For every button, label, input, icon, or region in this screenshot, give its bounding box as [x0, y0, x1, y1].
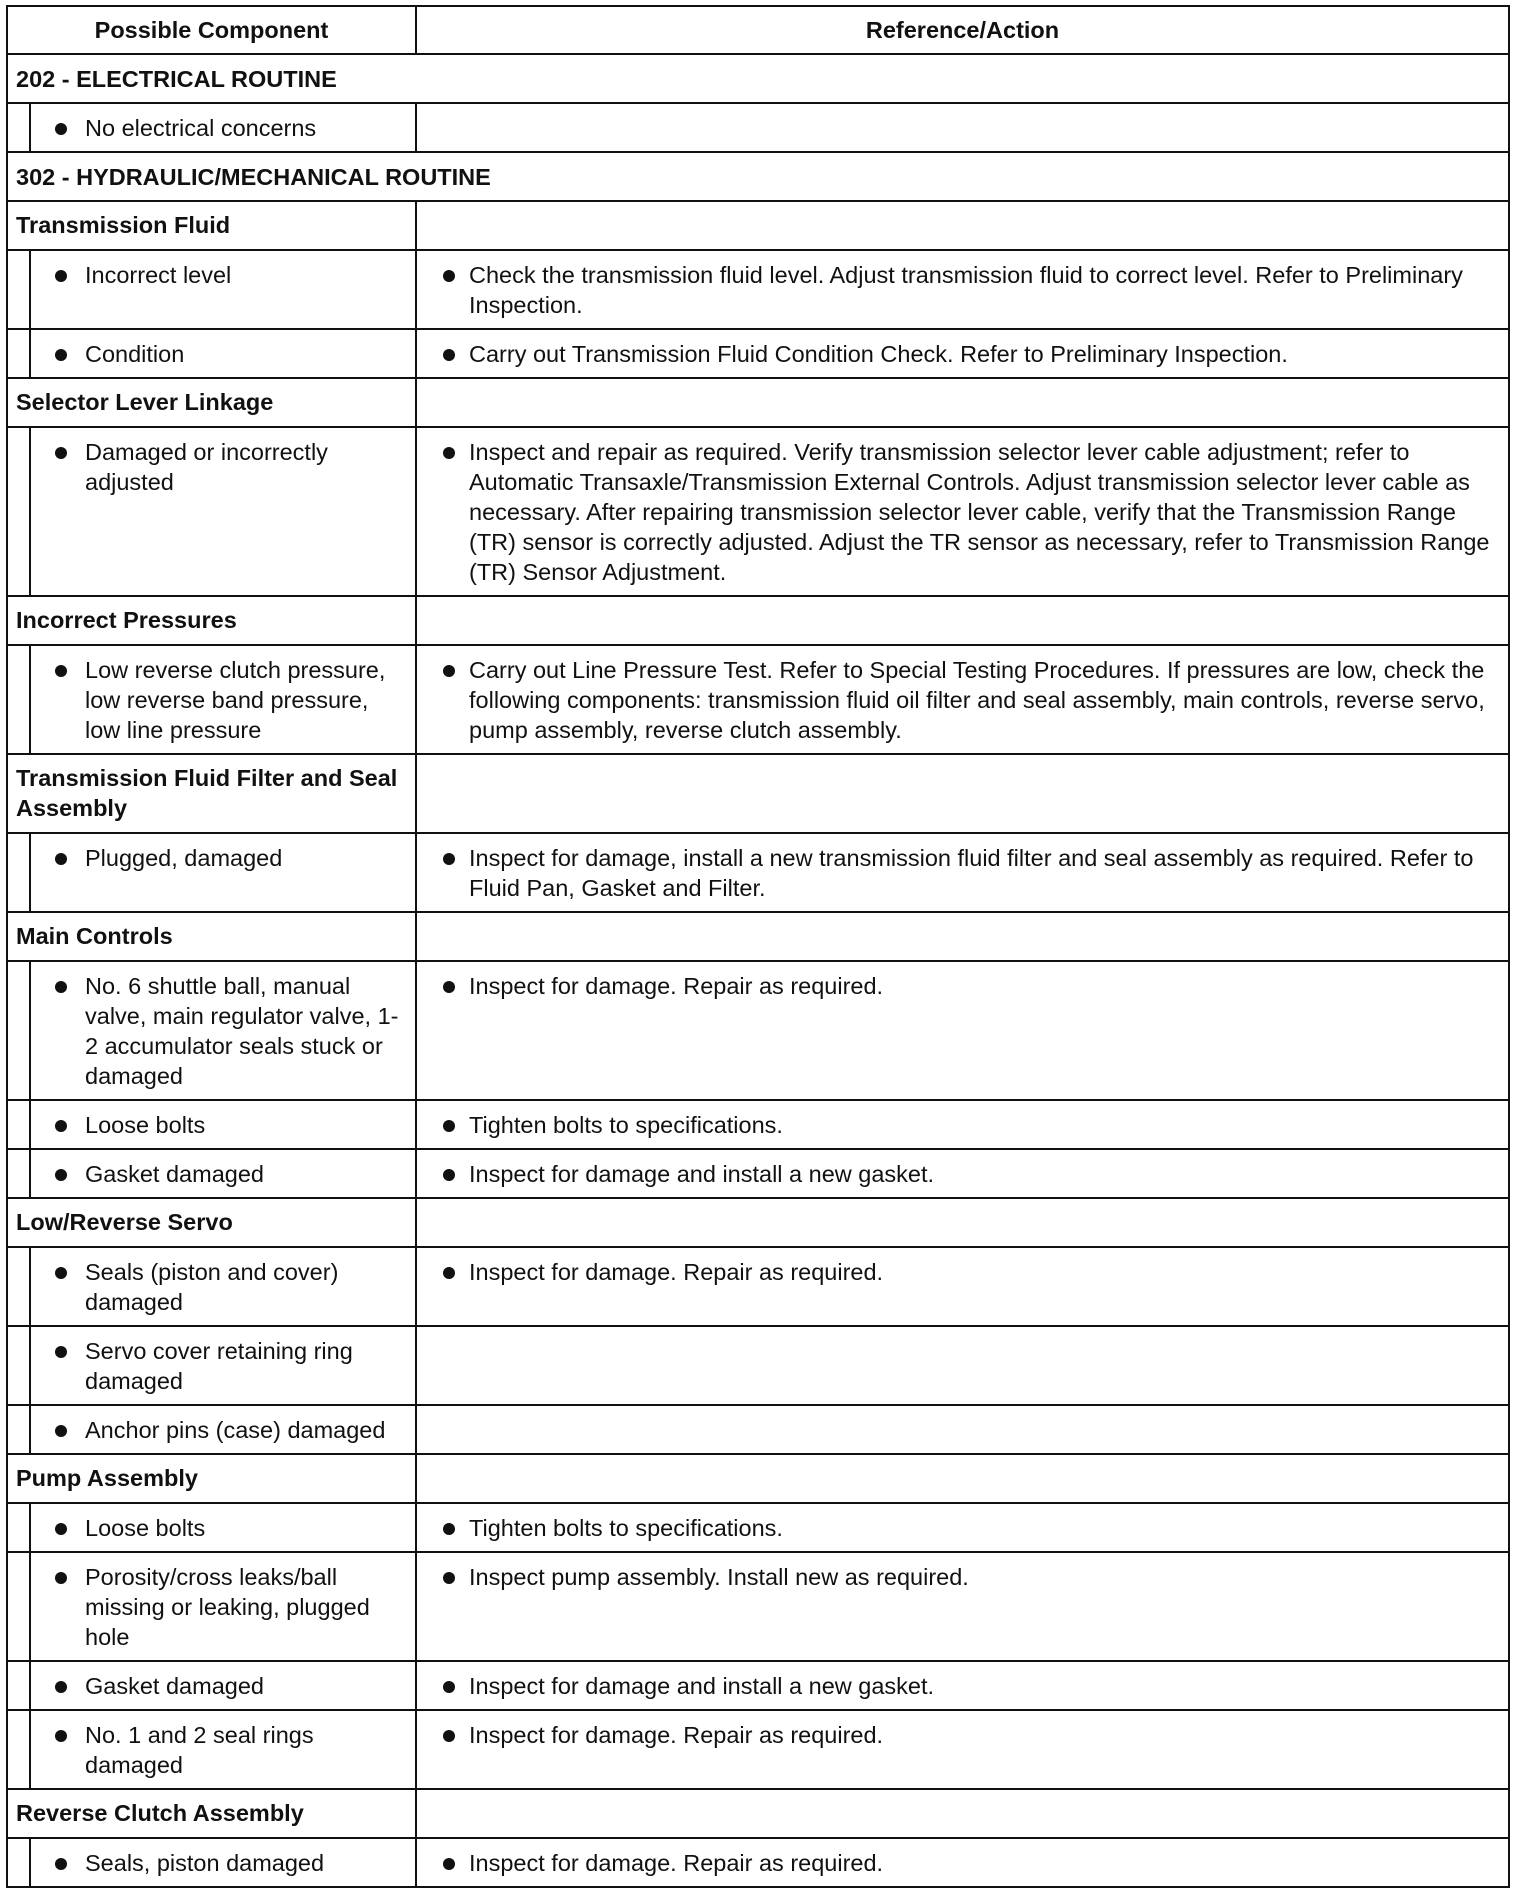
bullet-icon — [39, 1720, 85, 1780]
group-action-empty — [416, 754, 1509, 833]
group-action-empty — [416, 378, 1509, 427]
action-bullet-line — [425, 339, 1500, 369]
action-cell — [416, 1838, 1509, 1887]
group-action-empty — [416, 912, 1509, 961]
section-row — [7, 54, 1509, 103]
action-cell — [416, 1149, 1509, 1198]
bullet-icon — [39, 971, 85, 1091]
group-action-empty — [416, 1789, 1509, 1838]
component-bullet-line — [39, 1671, 407, 1701]
group-action-empty — [416, 1198, 1509, 1247]
component-cell — [30, 427, 416, 596]
group-label: Selector Lever Linkage — [7, 378, 416, 427]
action-text: Inspect for damage. Repair as required. — [469, 1850, 884, 1876]
action-cell — [416, 1100, 1509, 1149]
component-bullet-line — [39, 1257, 407, 1317]
bullet-icon — [39, 1415, 85, 1445]
action-text: Tighten bolts to specifications. — [469, 1515, 783, 1541]
component-cell — [30, 1552, 416, 1661]
component-cell — [30, 645, 416, 754]
action-cell — [416, 103, 1509, 152]
action-text: Carry out Transmission Fluid Condition Check. Refer to Preliminary Inspection. — [469, 341, 1288, 367]
group-action-empty — [416, 201, 1509, 250]
bullet-icon — [425, 971, 469, 1001]
bullet-icon — [39, 437, 85, 497]
table-row — [7, 1661, 1509, 1710]
table-header-row — [7, 6, 1509, 54]
diagnostic-table — [6, 5, 1510, 1888]
component-text: Loose bolts — [85, 1515, 206, 1541]
bullet-icon — [39, 1110, 85, 1140]
bullet-icon — [39, 1336, 85, 1396]
component-bullet-line — [39, 339, 407, 369]
indent-cell — [7, 645, 30, 754]
action-text: Check the transmission fluid level. Adjust transmission fluid to correct level. Refer to Preliminary Inspection. — [469, 262, 1463, 318]
group-label: Incorrect Pressures — [7, 596, 416, 645]
action-cell — [416, 1326, 1509, 1405]
component-text: Incorrect level — [85, 262, 232, 288]
indent-cell — [7, 427, 30, 596]
action-text: Carry out Line Pressure Test. Refer to Special Testing Procedures. If pressures are low, check the following components: transmission fluid oil filter and seal assembly, main controls, reverse servo, pump assembly, reverse clutch assembly. — [469, 657, 1485, 743]
action-text: Inspect for damage. Repair as required. — [469, 1722, 884, 1748]
group-label: Transmission Fluid — [7, 201, 416, 250]
group-row — [7, 912, 1509, 961]
component-cell — [30, 103, 416, 152]
bullet-icon — [425, 1848, 469, 1878]
action-bullet-line — [425, 1848, 1500, 1878]
group-action-empty — [416, 596, 1509, 645]
component-bullet-line — [39, 1159, 407, 1189]
component-cell — [30, 833, 416, 912]
group-row — [7, 378, 1509, 427]
action-bullet-line — [425, 1671, 1500, 1701]
component-bullet-line — [39, 843, 407, 873]
component-bullet-line — [39, 437, 407, 497]
action-text: Inspect for damage and install a new gasket. — [469, 1161, 935, 1187]
component-text: Servo cover retaining ring damaged — [85, 1338, 353, 1394]
component-cell — [30, 1405, 416, 1454]
action-bullet-line — [425, 655, 1500, 745]
table-row — [7, 1838, 1509, 1887]
section-title: 202 - ELECTRICAL ROUTINE — [7, 54, 1509, 103]
component-bullet-line — [39, 1513, 407, 1543]
group-row — [7, 1198, 1509, 1247]
component-cell — [30, 1247, 416, 1326]
group-label: Reverse Clutch Assembly — [7, 1789, 416, 1838]
action-bullet-line — [425, 971, 1500, 1001]
indent-cell — [7, 1710, 30, 1789]
action-cell — [416, 1710, 1509, 1789]
component-text: Low reverse clutch pressure, low reverse band pressure, low line pressure — [85, 657, 386, 743]
indent-cell — [7, 250, 30, 329]
action-text: Inspect for damage, install a new transmission fluid filter and seal assembly as required. Refer to Fluid Pan, Gasket and Filter. — [469, 845, 1474, 901]
bullet-icon — [39, 1562, 85, 1652]
indent-cell — [7, 1100, 30, 1149]
bullet-icon — [39, 1257, 85, 1317]
component-bullet-line — [39, 1336, 407, 1396]
bullet-icon — [39, 260, 85, 290]
table-row — [7, 1552, 1509, 1661]
component-cell — [30, 1838, 416, 1887]
table-row — [7, 961, 1509, 1100]
section-row — [7, 152, 1509, 201]
bullet-icon — [39, 1159, 85, 1189]
bullet-icon — [39, 655, 85, 745]
indent-cell — [7, 1552, 30, 1661]
bullet-icon — [425, 1562, 469, 1592]
action-bullet-line — [425, 1257, 1500, 1287]
action-cell — [416, 961, 1509, 1100]
component-bullet-line — [39, 260, 407, 290]
bullet-icon — [425, 1671, 469, 1701]
bullet-icon — [425, 1159, 469, 1189]
action-cell — [416, 250, 1509, 329]
component-text: Seals, piston damaged — [85, 1850, 325, 1876]
bullet-icon — [39, 339, 85, 369]
section-title: 302 - HYDRAULIC/MECHANICAL ROUTINE — [7, 152, 1509, 201]
component-cell — [30, 1503, 416, 1552]
component-text: Gasket damaged — [85, 1161, 264, 1187]
component-cell — [30, 250, 416, 329]
table-body — [7, 54, 1509, 1887]
indent-cell — [7, 1326, 30, 1405]
table-row — [7, 645, 1509, 754]
bullet-icon — [39, 113, 85, 143]
diagnostic-table-sheet — [6, 5, 1508, 1888]
group-row — [7, 1789, 1509, 1838]
action-cell — [416, 1405, 1509, 1454]
action-bullet-line — [425, 1110, 1500, 1140]
bullet-icon — [39, 1671, 85, 1701]
header-possible-component: Possible Component — [7, 6, 416, 54]
component-bullet-line — [39, 113, 407, 143]
indent-cell — [7, 103, 30, 152]
table-row — [7, 1247, 1509, 1326]
action-bullet-line — [425, 843, 1500, 903]
group-label: Pump Assembly — [7, 1454, 416, 1503]
component-cell — [30, 1661, 416, 1710]
bullet-icon — [425, 843, 469, 903]
action-text: Inspect for damage and install a new gasket. — [469, 1673, 935, 1699]
bullet-icon — [425, 1110, 469, 1140]
component-bullet-line — [39, 1110, 407, 1140]
action-cell — [416, 1247, 1509, 1326]
table-row — [7, 1503, 1509, 1552]
action-cell — [416, 1503, 1509, 1552]
indent-cell — [7, 961, 30, 1100]
component-bullet-line — [39, 1562, 407, 1652]
group-row — [7, 596, 1509, 645]
action-bullet-line — [425, 1562, 1500, 1592]
component-text: Seals (piston and cover) damaged — [85, 1259, 339, 1315]
group-row — [7, 1454, 1509, 1503]
action-text: Tighten bolts to specifications. — [469, 1112, 783, 1138]
component-text: Porosity/cross leaks/ball missing or leaking, plugged hole — [85, 1564, 370, 1650]
component-cell — [30, 1326, 416, 1405]
action-cell — [416, 645, 1509, 754]
action-text: Inspect for damage. Repair as required. — [469, 1259, 884, 1285]
indent-cell — [7, 1503, 30, 1552]
indent-cell — [7, 1838, 30, 1887]
bullet-icon — [39, 1848, 85, 1878]
component-cell — [30, 961, 416, 1100]
indent-cell — [7, 1247, 30, 1326]
table-row — [7, 1326, 1509, 1405]
action-bullet-line — [425, 1720, 1500, 1750]
group-action-empty — [416, 1454, 1509, 1503]
group-row — [7, 754, 1509, 833]
action-bullet-line — [425, 437, 1500, 587]
action-text: Inspect pump assembly. Install new as required. — [469, 1564, 969, 1590]
table-row — [7, 1100, 1509, 1149]
component-text: Anchor pins (case) damaged — [85, 1417, 386, 1443]
component-cell — [30, 1149, 416, 1198]
table-row — [7, 1149, 1509, 1198]
action-text: Inspect for damage. Repair as required. — [469, 973, 884, 999]
action-text: Inspect and repair as required. Verify transmission selector lever cable adjustment; refer to Automatic Transaxle/Transmission External Controls. Adjust transmission selector lever cable as necessary. After repairing transmission selector lever cable, verify that the Transmission Range (TR) sensor is correctly adjusted. Adjust the TR sensor as necessary, refer to Transmission Range (TR) Sensor Adjustment. — [469, 439, 1490, 585]
bullet-icon — [425, 655, 469, 745]
bullet-icon — [425, 339, 469, 369]
group-label: Low/Reverse Servo — [7, 1198, 416, 1247]
action-bullet-line — [425, 260, 1500, 320]
table-row — [7, 1405, 1509, 1454]
action-cell — [416, 833, 1509, 912]
component-bullet-line — [39, 655, 407, 745]
bullet-icon — [425, 260, 469, 320]
component-cell — [30, 1710, 416, 1789]
indent-cell — [7, 1405, 30, 1454]
component-text: No. 6 shuttle ball, manual valve, main regulator valve, 1-2 accumulator seals stuck or damaged — [85, 973, 399, 1089]
bullet-icon — [425, 1720, 469, 1750]
indent-cell — [7, 1661, 30, 1710]
bullet-icon — [425, 437, 469, 587]
table-row — [7, 103, 1509, 152]
component-text: No. 1 and 2 seal rings damaged — [85, 1722, 314, 1778]
action-bullet-line — [425, 1159, 1500, 1189]
component-bullet-line — [39, 1415, 407, 1445]
component-cell — [30, 1100, 416, 1149]
action-cell — [416, 1661, 1509, 1710]
component-text: No electrical concerns — [85, 115, 317, 141]
bullet-icon — [39, 1513, 85, 1543]
indent-cell — [7, 329, 30, 378]
bullet-icon — [425, 1513, 469, 1543]
component-text: Condition — [85, 341, 185, 367]
bullet-icon — [425, 1257, 469, 1287]
component-text: Plugged, damaged — [85, 845, 283, 871]
action-cell — [416, 427, 1509, 596]
bullet-icon — [39, 843, 85, 873]
component-text: Gasket damaged — [85, 1673, 264, 1699]
indent-cell — [7, 1149, 30, 1198]
indent-cell — [7, 833, 30, 912]
table-row — [7, 427, 1509, 596]
table-row — [7, 250, 1509, 329]
action-cell — [416, 1552, 1509, 1661]
table-row — [7, 329, 1509, 378]
component-cell — [30, 329, 416, 378]
group-label: Main Controls — [7, 912, 416, 961]
component-bullet-line — [39, 1720, 407, 1780]
group-row — [7, 201, 1509, 250]
table-row — [7, 833, 1509, 912]
action-bullet-line — [425, 1513, 1500, 1543]
component-text: Damaged or incorrectly adjusted — [85, 439, 328, 495]
group-label: Transmission Fluid Filter and Seal Assembly — [7, 754, 416, 833]
header-reference-action: Reference/Action — [416, 6, 1509, 54]
component-bullet-line — [39, 971, 407, 1091]
table-row — [7, 1710, 1509, 1789]
component-bullet-line — [39, 1848, 407, 1878]
component-text: Loose bolts — [85, 1112, 206, 1138]
action-cell — [416, 329, 1509, 378]
